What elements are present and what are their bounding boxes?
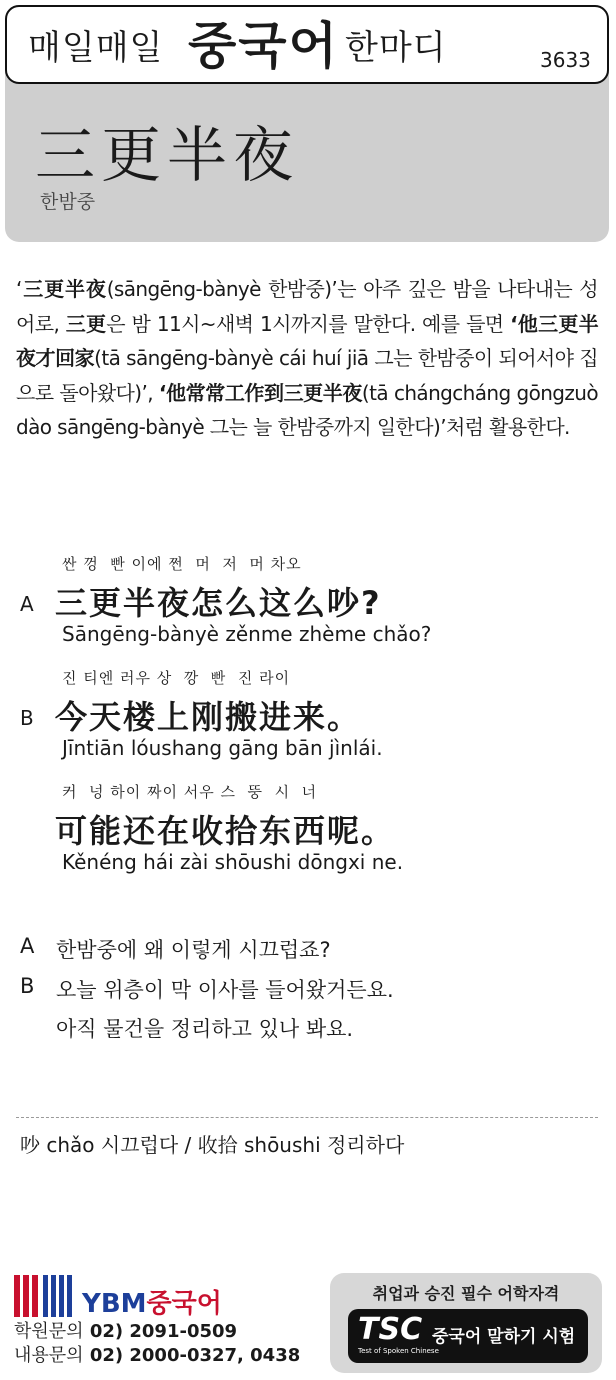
explanation-segment: ‘他三更半夜才回家 xyxy=(16,311,598,370)
speaker-label: A xyxy=(20,592,34,616)
translation-speaker: A xyxy=(20,934,35,958)
explanation-segment: (sāngēng-bànyè 한밤중)’는 아주 깊은 밤을 나타내는 성어로, xyxy=(16,277,598,336)
explanation-segment: (tā sāngēng-bànyè cái huí jiā 그는 한밤중이 되어서야 집으로 돌아왔다)’, xyxy=(16,346,598,405)
chinese-sentence: 三更半夜怎么这么吵? xyxy=(55,584,382,622)
tsc-logo: TSC xyxy=(358,1312,423,1347)
translation-speaker: B xyxy=(20,974,35,998)
series-prefix: 매일매일 xyxy=(28,28,164,68)
translation-line: 아직 물건을 정리하고 있나 봐요. xyxy=(56,1017,354,1041)
ruby-pronunciation: 진 티엔 러우 상 깡 빤 진 라이 xyxy=(62,669,291,687)
pinyin-line: Jīntiān lóushang gāng bān jìnlái. xyxy=(62,736,383,760)
tsc-tagline: 취업과 승진 필수 어학자격 xyxy=(372,1284,560,1303)
ruby-pronunciation: 커 넝 하이 짜이 서우 스 뚱 시 너 xyxy=(62,783,318,801)
contact-label: 학원문의 xyxy=(14,1321,84,1342)
explanation-paragraph xyxy=(16,272,598,445)
dashed-divider xyxy=(16,1117,598,1118)
ybm-brand-text: YBM xyxy=(82,1289,147,1319)
speaker-label: B xyxy=(20,706,34,730)
contact-phone: 02) 2091-0509 xyxy=(89,1321,238,1342)
explanation-segment: ‘他常常工作到三更半夜 xyxy=(158,380,362,405)
series-main: 중국어 xyxy=(188,17,339,75)
explanation-segment: ‘ xyxy=(16,277,22,301)
explanation-segment: 三更半夜 xyxy=(21,277,107,301)
contact-row xyxy=(14,1344,300,1368)
contact-row xyxy=(14,1320,300,1344)
idiom-title: 三更半夜 xyxy=(35,121,299,191)
pinyin-line: Sāngēng-bànyè zěnme zhème chǎo? xyxy=(62,622,432,646)
tsc-subtitle: Test of Spoken Chinese xyxy=(358,1347,439,1355)
explanation-segment: 은 밤 11시~새벽 1시까지를 말한다. 예를 들면 xyxy=(106,311,511,336)
ybm-logo-icon xyxy=(14,1273,78,1319)
contact-phone: 02) 2000-0327, 0438 xyxy=(89,1345,301,1366)
chinese-sentence: 今天楼上刚搬进来。 xyxy=(55,698,362,736)
contact-label: 내용문의 xyxy=(14,1345,84,1366)
pinyin-line: Kěnéng hái zài shōushi dōngxi ne. xyxy=(62,850,404,874)
series-suffix: 한마디 xyxy=(345,28,447,68)
chinese-sentence: 可能还在收拾东西呢。 xyxy=(55,812,396,850)
contact-block xyxy=(14,1320,300,1368)
issue-number: 3633 xyxy=(540,48,591,72)
ybm-brand-suffix: 중국어 xyxy=(146,1289,222,1319)
ybm-brand xyxy=(82,1283,222,1320)
tsc-name: 중국어 말하기 시험 xyxy=(432,1327,576,1347)
translation-line: 오늘 위층이 막 이사를 들어왔거든요. xyxy=(56,978,394,1002)
explanation-segment: (tā chángcháng gōngzuò dào sāngēng-bànyè 그는 늘 한밤중까지 일한다)’처럼 활용한다. xyxy=(16,380,598,439)
translation-line: 한밤중에 왜 이렇게 시끄럽죠? xyxy=(56,938,331,962)
explanation-segment: 三更 xyxy=(65,311,107,336)
vocabulary-note: 吵 chǎo 시끄럽다 / 收拾 shōushi 정리하다 xyxy=(20,1133,405,1157)
ruby-pronunciation: 싼 껑 빤 이에 쩐 머 저 머 차오 xyxy=(62,555,302,573)
idiom-meaning: 한밤중 xyxy=(40,191,96,213)
